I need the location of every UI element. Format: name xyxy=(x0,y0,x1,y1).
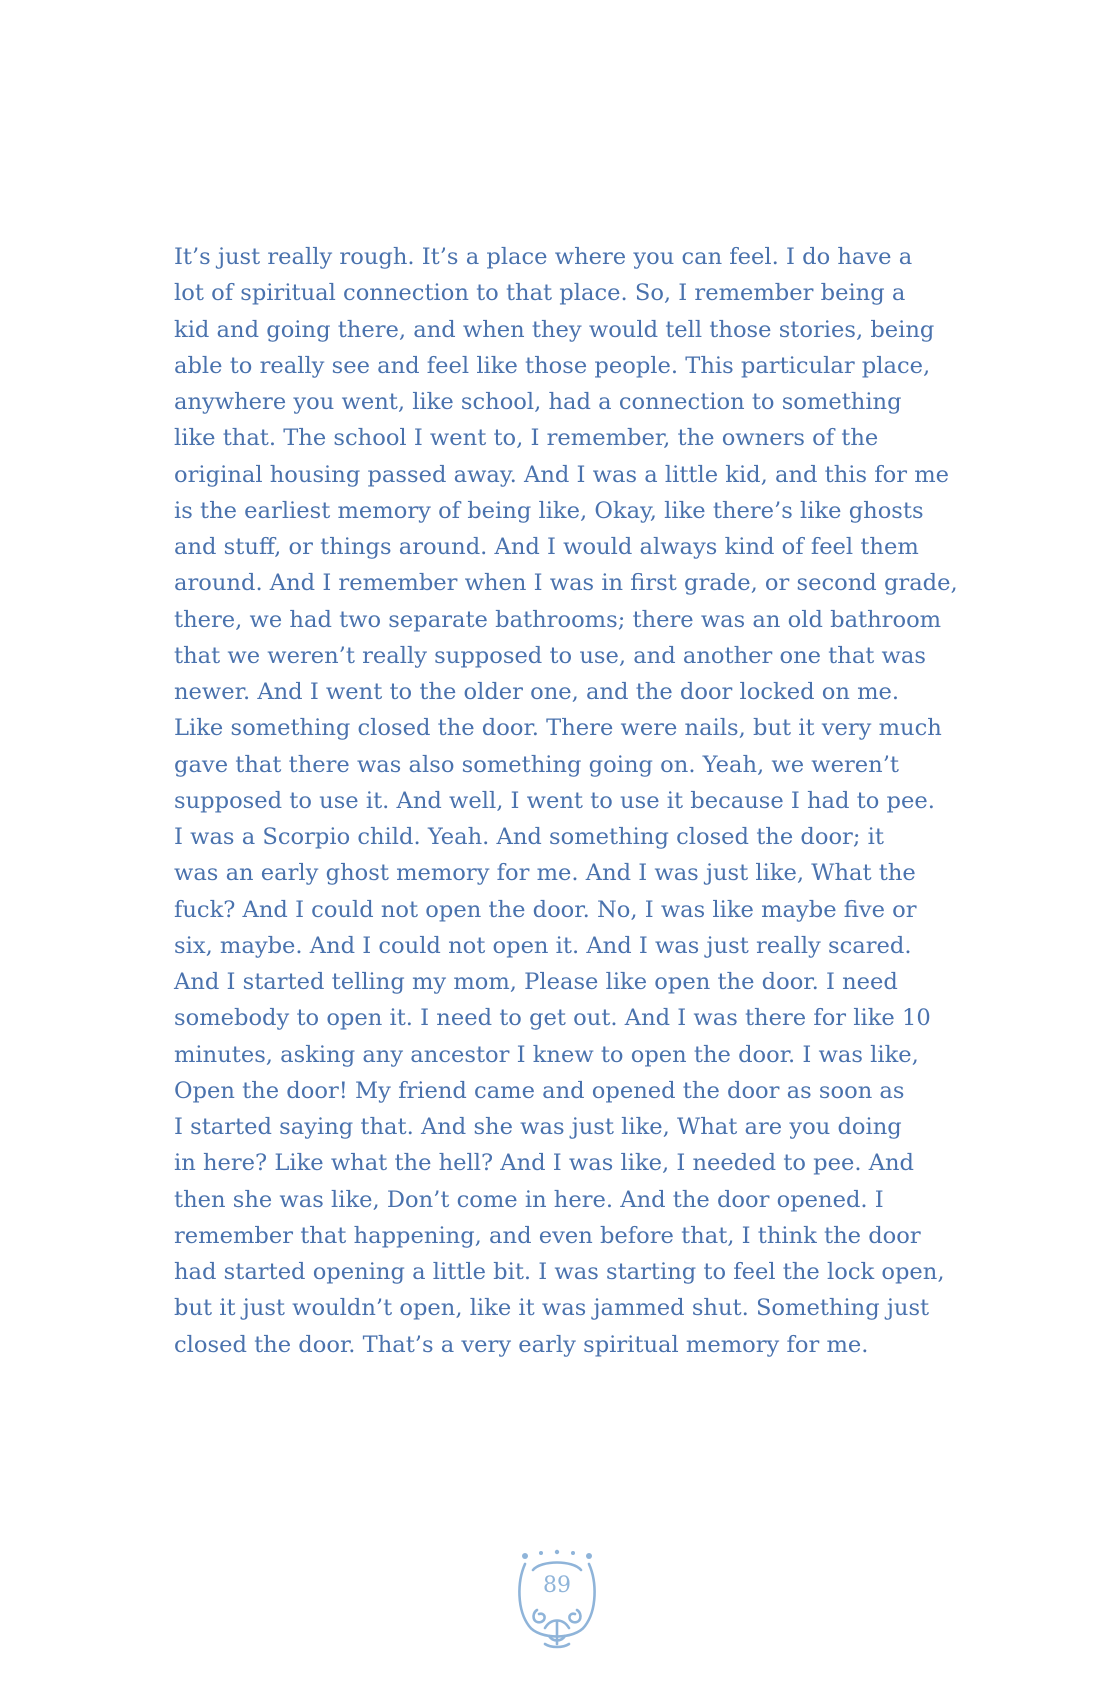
text-line: It’s just really rough. It’s a place where you can feel. I do have a xyxy=(174,244,913,270)
text-line: then she was like, Don’t come in here. And the door opened. I xyxy=(174,1186,884,1213)
text-line: somebody to open it. I need to get out. And I was there for like 10 xyxy=(174,1005,931,1032)
text-line: closed the door. That’s a very early spiritual memory for me. xyxy=(174,1331,869,1358)
text-line: minutes, asking any ancestor I knew to open the door. I was like, xyxy=(174,1041,919,1068)
text-line: able to really see and feel like those people. This particular place, xyxy=(174,352,931,379)
text-line: six, maybe. And I could not open it. And I was just really scared. xyxy=(174,932,912,959)
text-line: Open the door! My friend came and opened the door as soon as xyxy=(174,1077,905,1104)
text-line: lot of spiritual connection to that place. So, I remember being a xyxy=(174,280,906,307)
text-line: kid and going there, and when they would tell those stories, being xyxy=(174,316,935,343)
text-line: I started saying that. And she was just like, What are you doing xyxy=(174,1114,902,1140)
text-line: supposed to use it. And well, I went to use it because I had to pee. xyxy=(174,787,935,814)
text-line: and stuff, or things around. And I would always kind of feel them xyxy=(174,534,919,560)
text-line: remember that happening, and even before that, I think the door xyxy=(174,1222,921,1249)
text-line: there, we had two separate bathrooms; there was an old bathroom xyxy=(174,606,942,633)
body-text xyxy=(174,239,958,1363)
text-line: fuck? And I could not open the door. No, I was like maybe five or xyxy=(174,896,917,923)
text-line: but it just wouldn’t open, like it was jammed shut. Something just xyxy=(174,1295,930,1322)
text-line: original housing passed away. And I was a little kid, and this for me xyxy=(174,461,950,488)
text-line: I was a Scorpio child. Yeah. And something closed the door; it xyxy=(174,824,884,850)
page-number: 89 xyxy=(543,1573,571,1598)
text-line: around. And I remember when I was in first grade, or second grade, xyxy=(174,570,958,597)
text-line: newer. And I went to the older one, and the door locked on me. xyxy=(174,679,900,705)
text-line: Like something closed the door. There were nails, but it very much xyxy=(174,715,942,742)
text-line: had started opening a little bit. I was starting to feel the lock open, xyxy=(174,1259,945,1285)
text-line: like that. The school I went to, I remember, the owners of the xyxy=(174,425,879,452)
text-line: anywhere you went, like school, had a connection to something xyxy=(174,389,902,415)
text-line: that we weren’t really supposed to use, and another one that was xyxy=(174,642,926,669)
text-line: gave that there was also something going on. Yeah, we weren’t xyxy=(174,751,899,778)
text-line: in here? Like what the hell? And I was like, I needed to pee. And xyxy=(174,1150,915,1177)
text-line: is the earliest memory of being like, Okay, like there’s like ghosts xyxy=(174,497,924,524)
text-line: was an early ghost memory for me. And I was just like, What the xyxy=(174,860,916,887)
page-number-folio xyxy=(515,1548,599,1650)
ornamental-scroll-icon xyxy=(515,1548,599,1650)
text-line: And I started telling my mom, Please like open the door. I need xyxy=(174,969,898,995)
